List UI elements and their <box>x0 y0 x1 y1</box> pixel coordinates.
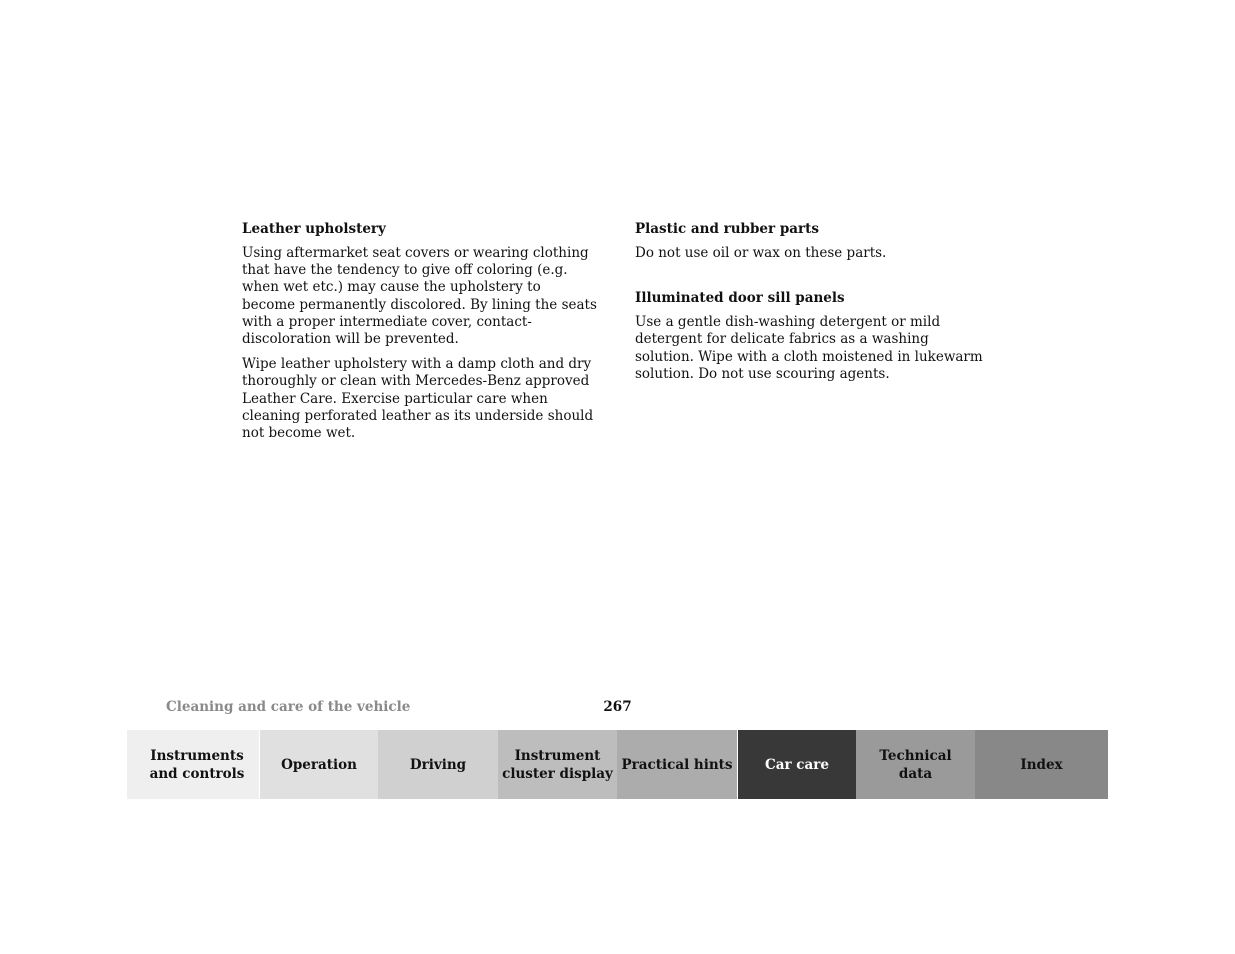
page-number: 267 <box>603 699 632 715</box>
plastic-rubber-paragraph: Do not use oil or wax on these parts. <box>635 245 887 261</box>
tab-driving[interactable]: Driving <box>378 730 498 799</box>
door-sill-heading: Illuminated door sill panels <box>635 290 845 307</box>
left-column <box>242 219 598 450</box>
chapter-nav-bar <box>127 730 1108 799</box>
leather-upholstery-heading: Leather upholstery <box>242 221 386 237</box>
leather-upholstery-paragraph-2: Wipe leather upholstery with a damp cloth and dry thoroughly or clean with Mercedes-Benz approved Leather Care. Exercise particular care when cleaning perforated leather as its underside should not become wet. <box>242 356 594 442</box>
plastic-rubber-heading: Plastic and rubber parts <box>635 221 819 237</box>
leather-upholstery-paragraph-1: Using aftermarket seat covers or wearing clothing that have the tendency to give off coloring (e.g. when wet etc.) may cause the upholstery to become permanently discolored. By lining the seats with a proper intermediate cover, contact-discoloration will be prevented. <box>242 245 597 348</box>
footer-section-title: Cleaning and care of the vehicle <box>166 699 411 715</box>
tab-instrument-cluster-display[interactable]: Instrument cluster display <box>498 730 617 799</box>
tab-operation[interactable]: Operation <box>259 730 378 799</box>
tab-index[interactable]: Index <box>975 730 1108 799</box>
tab-car-care[interactable]: Car care <box>737 730 856 799</box>
door-sill-paragraph: Use a gentle dish-washing detergent or mild detergent for delicate fabrics as a washing solution. Wipe with a cloth moistened in lukewarm solution. Do not use scouring agents. <box>635 314 983 382</box>
tab-technical-data[interactable]: Technical data <box>856 730 975 799</box>
section-spacer <box>635 270 991 288</box>
right-column <box>635 219 991 391</box>
tab-instruments-and-controls[interactable]: Instruments and controls <box>127 730 259 799</box>
tab-practical-hints[interactable]: Practical hints <box>617 730 737 799</box>
